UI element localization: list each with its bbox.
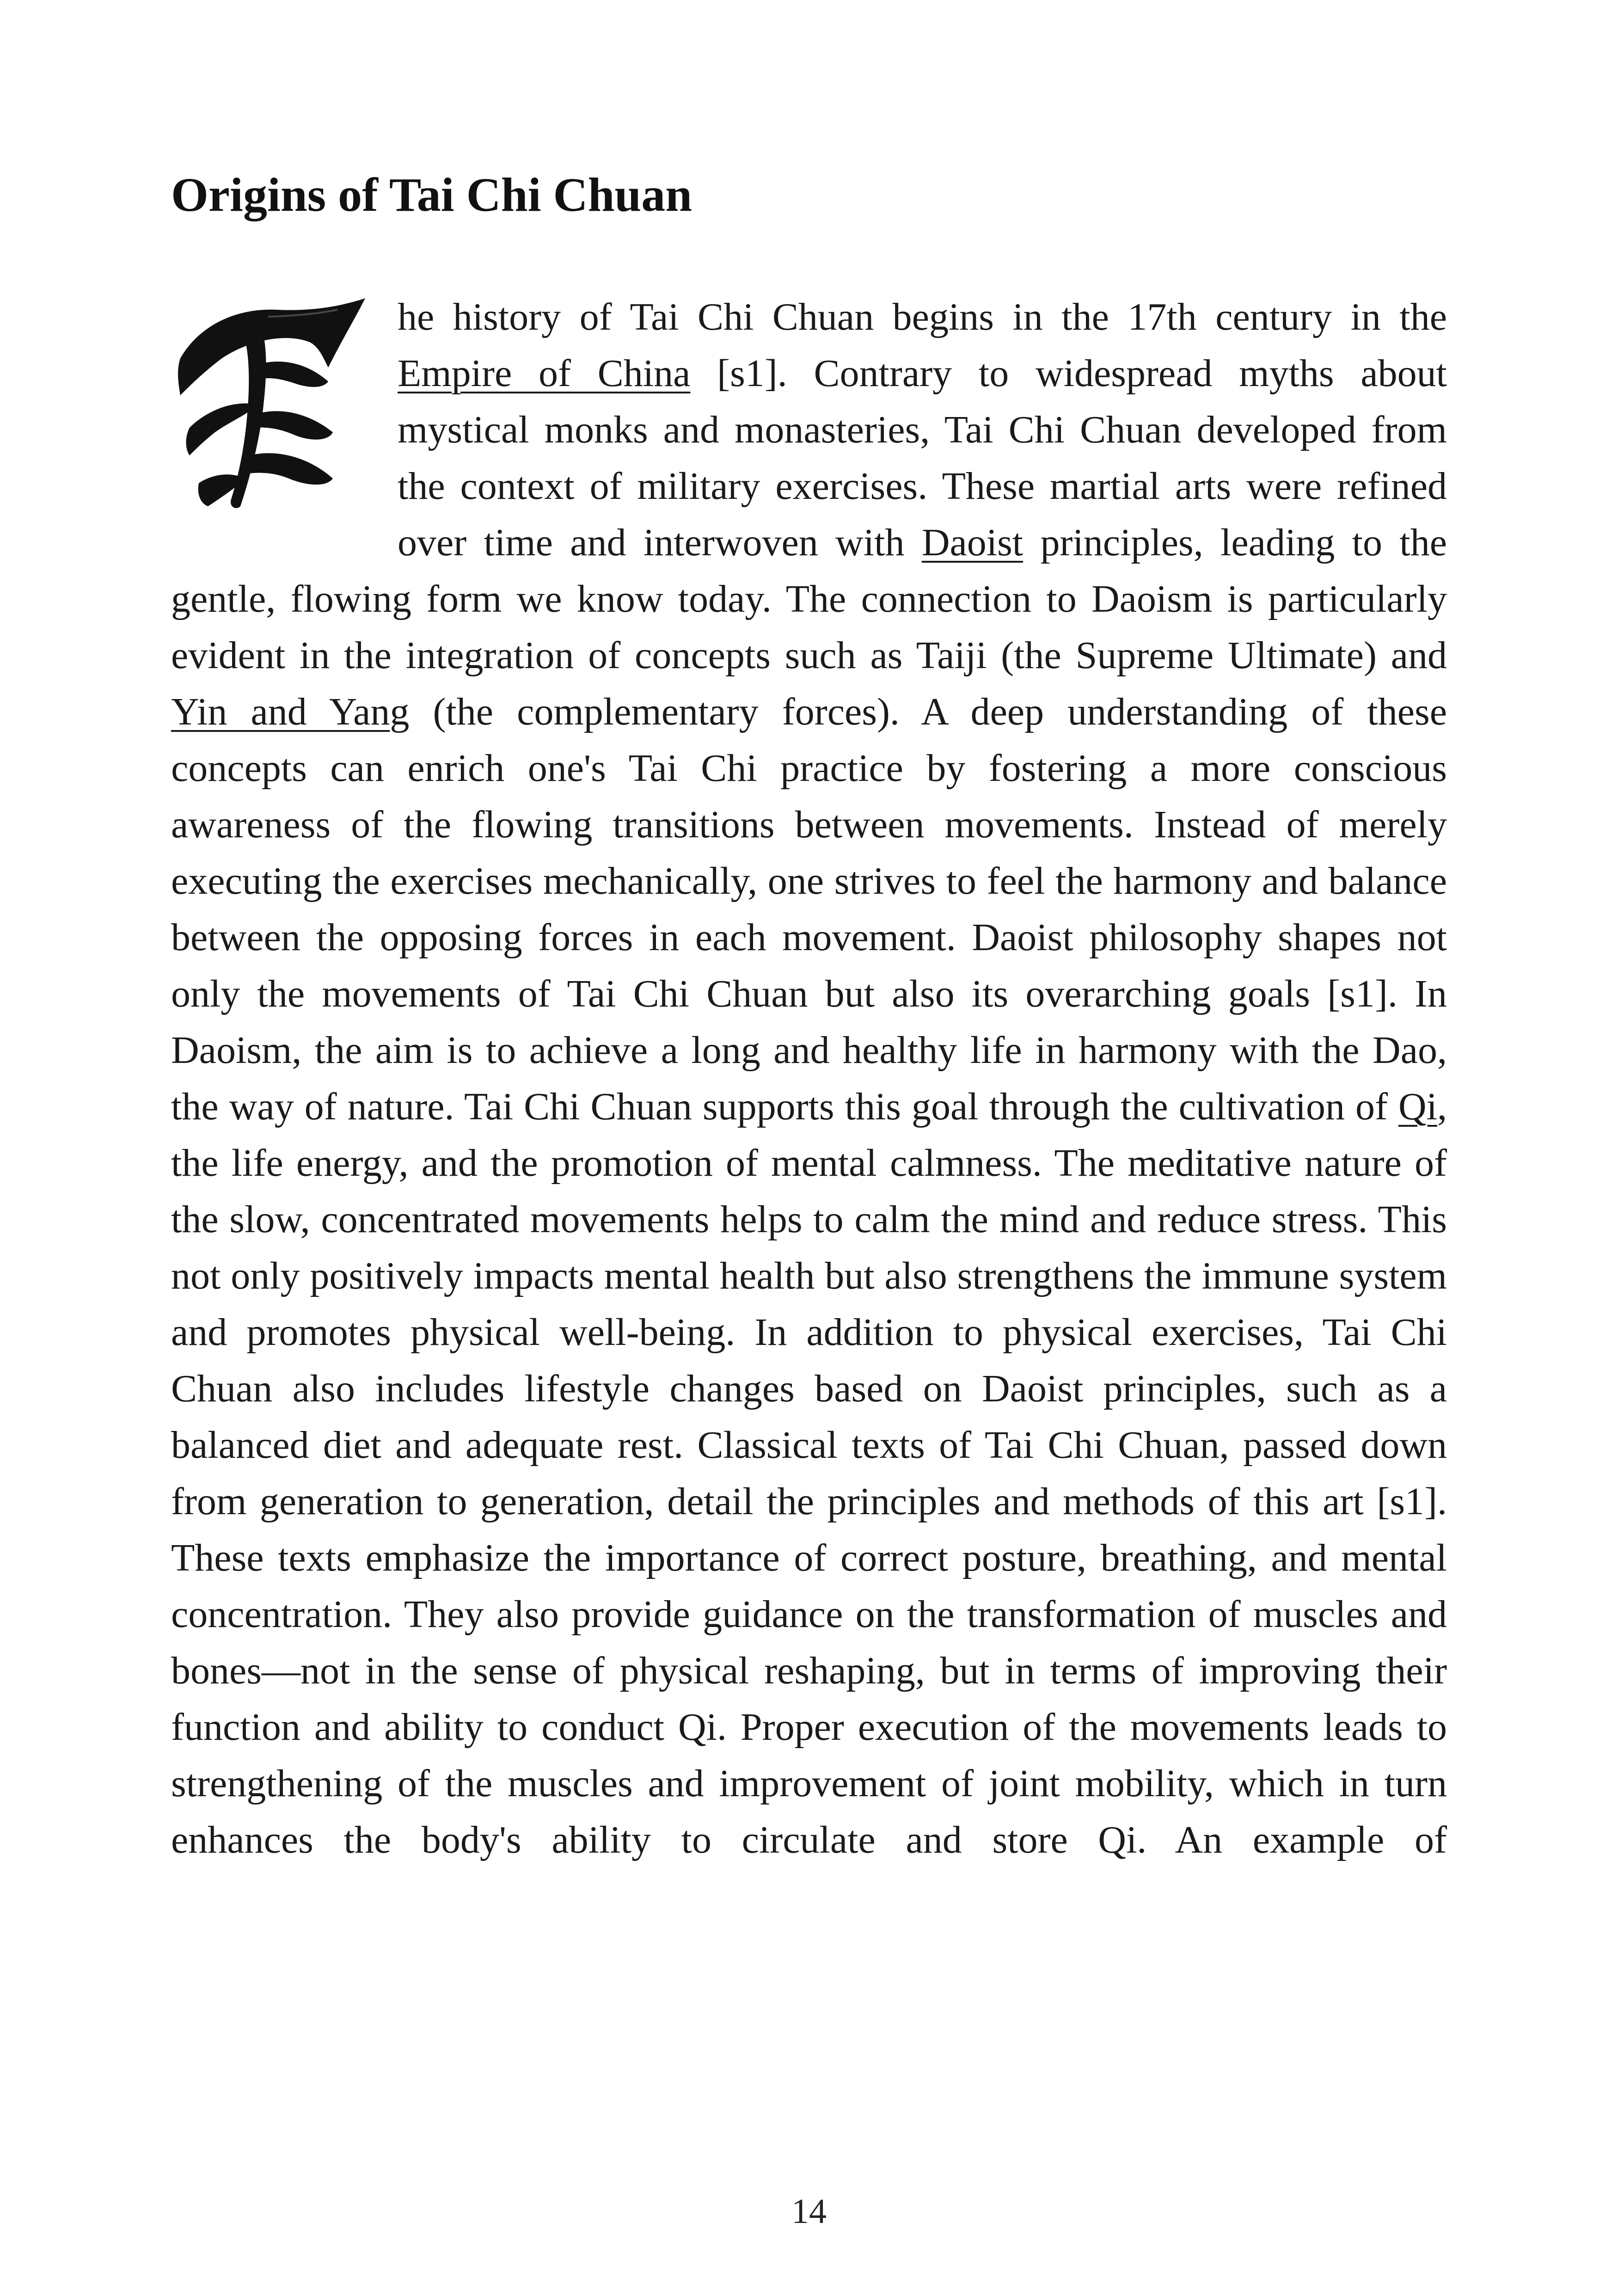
link-yin-and-yang[interactable]: Yin and Yan — [171, 690, 390, 733]
link-qi[interactable]: Qi — [1398, 1085, 1437, 1128]
paragraph-text: , the life energy, and the promotion of mental calmness. The meditative nature of the slow, concentrated movements helps to calm the mind and reduce stress. This not only positively impacts mental health but also strengthens the immune system and promotes physical well-being. In addition to physical exercises, Tai Chi Chuan also includes lifestyle changes based on Daoist principles, such as a balanced diet and adequate rest. Classical texts of Tai Chi Chuan, passed down from generation to generation, detail the principles and methods of this art [s1]. These texts emphasize the importance of correct posture, breathing, and mental concentration. They also provide guidance on the transformation of muscles and bones—not in the sense of physical reshaping, but in terms of improving their function and ability to conduct Qi. Proper execution of the movements leads to strengthening of the muscles and improvement of joint mobility, which in turn enhances the body's ability to circulate and store Qi. An example of — [171, 1085, 1447, 1861]
link-daoist[interactable]: Daoist — [921, 521, 1024, 564]
page-number: 14 — [791, 2192, 827, 2231]
paragraph-text: he history of Tai Chi Chuan begins in the 17th century in the — [398, 295, 1447, 338]
paragraph-text: g (the complementary forces). A deep understanding of these concepts can enrich one's Tai Chi practice by fostering a more conscious awareness of the flowing transitions between movements. Instead of merely executing the exercises mechanically, one strives to feel the harmony and balance between the opposing forces in each movement. Daoist philosophy shapes not only the movements of Tai Chi Chuan but also its overarching goals [s1]. In Daoism, the aim is to achieve a long and healthy life in harmony with the Dao, the way of nature. Tai Chi Chuan supports this goal through the cultivation of — [171, 690, 1447, 1128]
paragraph-text: principles, leading to the gentle, flowing form we know today. The connection to Daoism is particularly evident in the integration of concepts such as Taiji (the Supreme Ultimate) and — [171, 521, 1447, 677]
page-title: Origins of Tai Chi Chuan — [171, 168, 693, 221]
body-paragraph — [171, 289, 1447, 1868]
calligraphic-T-initial-icon — [171, 289, 388, 529]
page-content — [171, 166, 1447, 1868]
paragraph-text: [s1]. Contrary to widespread myths about mystical monks and monasteries, Tai Chi Chuan developed from the context of military exercises. These martial arts were refined over time and interwoven with — [398, 351, 1447, 564]
link-empire-of-china[interactable]: Empire of China — [398, 351, 691, 395]
